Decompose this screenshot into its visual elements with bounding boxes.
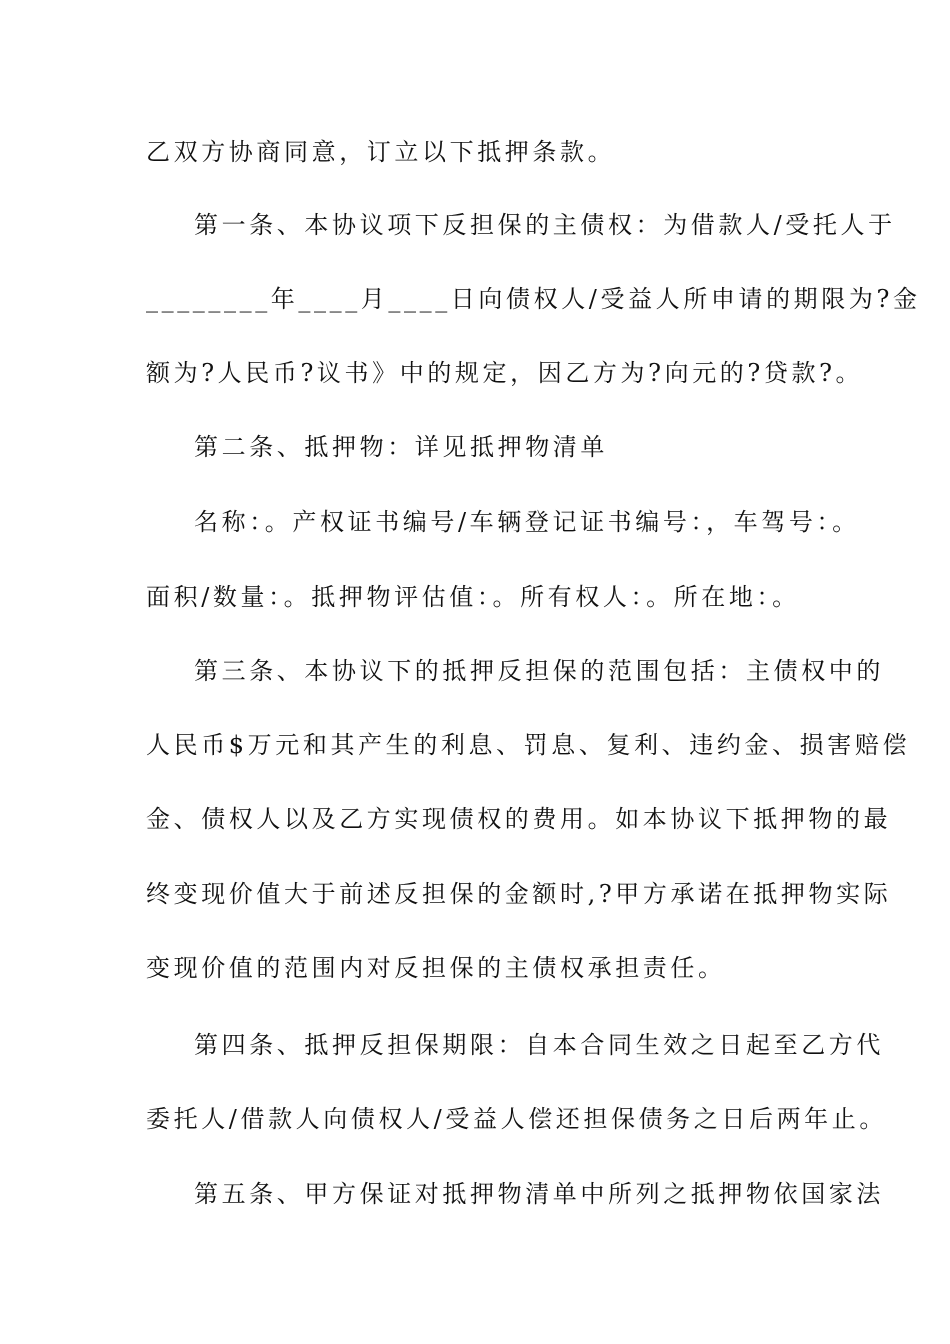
text-line: 委托人/借款人向债权人/受益人偿还担保债务之日后两年止。 xyxy=(146,1105,887,1133)
text-line: 第四条、抵押反担保期限：自本合同生效之日起至乙方代 xyxy=(194,1031,884,1059)
text-line: 变现价值的范围内对反担保的主债权承担责任。 xyxy=(146,954,726,982)
text-line: 终变现价值大于前述反担保的金额时,?甲方承诺在抵押物实际 xyxy=(146,880,892,908)
text-line: 名称：。产权证书编号/车辆登记证书编号：，车驾号：。 xyxy=(194,508,860,536)
text-line: 第三条、本协议下的抵押反担保的范围包括：主债权中的 xyxy=(194,657,884,685)
text-line: ________年____月____日向债权人/受益人所申请的期限为?金 xyxy=(146,285,921,313)
text-line: 金、债权人以及乙方实现债权的费用。如本协议下抵押物的最 xyxy=(146,805,892,833)
text-line: 第五条、甲方保证对抵押物清单中所列之抵押物依国家法 xyxy=(194,1180,884,1208)
text-line: 第一条、本协议项下反担保的主债权：为借款人/受托人于 xyxy=(194,211,896,239)
text-line: 额为?人民币?议书》中的规定，因乙方为?向元的?贷款?。 xyxy=(146,359,864,387)
text-line: 乙双方协商同意，订立以下抵押条款。 xyxy=(146,138,616,166)
text-line: 面积/数量：。抵押物评估值：。所有权人：。所在地：。 xyxy=(146,583,800,611)
text-line: 第二条、抵押物：详见抵押物清单 xyxy=(194,433,608,461)
text-line: 人民币$万元和其产生的利息、罚息、复利、违约金、损害赔偿 xyxy=(146,731,911,759)
